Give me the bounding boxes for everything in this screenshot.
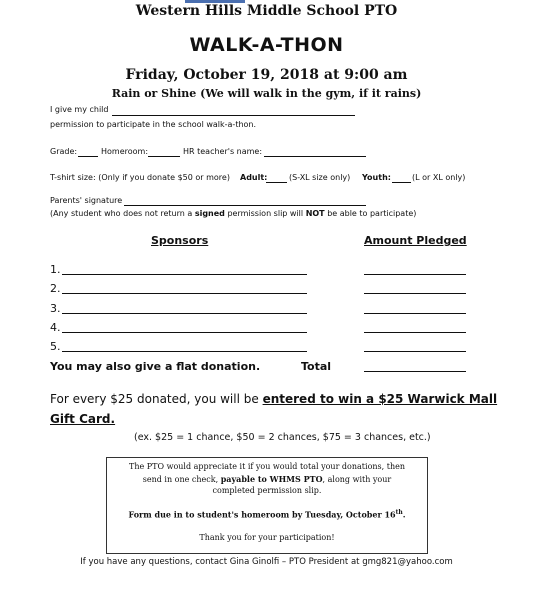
total-label: Total	[301, 360, 332, 373]
sponsors-header: Sponsors	[151, 234, 209, 247]
box-line-3: completed permission slip.	[212, 486, 322, 495]
teacher-label: HR teacher's name:	[183, 147, 263, 156]
sponsor-row-label-1: 1.	[50, 263, 61, 276]
thank-you: Thank you for your participation!	[199, 533, 335, 542]
page-title: WALK-A-THON	[189, 34, 344, 56]
teacher-line[interactable]	[264, 156, 366, 157]
youth-note: (L or XL only)	[412, 173, 466, 182]
amount-line-4[interactable]	[364, 332, 466, 333]
sponsor-row-label-4: 4.	[50, 321, 61, 334]
signature-label: Parents' signature	[50, 196, 123, 205]
notice-pre: (Any student who does not return a	[50, 209, 193, 218]
permission-text: permission to participate in the school walk-a-thon.	[50, 120, 257, 129]
sponsor-line-5[interactable]	[62, 351, 307, 352]
due-text: Form due in to student's homeroom by Tuesday, October 16	[128, 509, 396, 520]
tshirt-label: T-shirt size: (Only if you donate $50 or more)	[50, 173, 230, 182]
org-name: Western Hills Middle School PTO	[135, 3, 398, 19]
grade-label: Grade:	[50, 147, 78, 156]
total-line[interactable]	[364, 371, 466, 372]
sponsor-row-label-3: 3.	[50, 302, 61, 315]
sponsor-row-label-5: 5.	[50, 340, 61, 353]
notice-not: NOT	[305, 209, 325, 218]
notice-post: be able to participate)	[327, 209, 417, 218]
amount-line-5[interactable]	[364, 351, 466, 352]
homeroom-line[interactable]	[148, 156, 180, 157]
signature-line[interactable]	[124, 205, 366, 206]
adult-size-line[interactable]	[266, 182, 287, 183]
raffle-pre: For every $25 donated, you will be	[50, 392, 259, 406]
raffle-line-1	[50, 392, 497, 406]
box-payable: payable to WHMS PTO	[220, 474, 323, 484]
raffle-gift-card: Gift Card.	[50, 412, 116, 426]
flat-donation-text: You may also give a flat donation.	[50, 360, 261, 373]
sponsor-row-label-2: 2.	[50, 282, 61, 295]
homeroom-label: Homeroom:	[101, 147, 149, 156]
permission-child-label: I give my child	[50, 105, 109, 114]
box-line-1: The PTO would appreciate it if you would total your donations, then	[129, 462, 405, 471]
youth-label: Youth:	[362, 173, 391, 182]
sponsor-line-2[interactable]	[62, 293, 307, 294]
raffle-bold: entered to win a $25 Warwick Mall	[262, 392, 498, 406]
notice-mid: permission slip will	[227, 209, 304, 218]
raffle-example: (ex. $25 = 1 chance, $50 = 2 chances, $75 = 3 chances, etc.)	[134, 432, 431, 443]
contact-footer: If you have any questions, contact Gina Ginolfi – PTO President at gmg821@yahoo.com	[80, 557, 453, 567]
signed-notice	[50, 209, 416, 218]
amount-line-2[interactable]	[364, 293, 466, 294]
amount-line-3[interactable]	[364, 313, 466, 314]
youth-size-line[interactable]	[392, 182, 411, 183]
child-name-line[interactable]	[112, 115, 355, 116]
amount-line-1[interactable]	[364, 274, 466, 275]
due-date	[107, 509, 427, 520]
notice-signed: signed	[194, 209, 225, 218]
adult-note: (S-XL size only)	[289, 173, 351, 182]
due-end: .	[402, 509, 406, 520]
rain-note: Rain or Shine (We will walk in the gym, if it rains)	[111, 87, 422, 100]
sponsor-line-1[interactable]	[62, 274, 307, 275]
box-check-pre: send in one check,	[142, 475, 219, 484]
adult-label: Adult:	[240, 173, 268, 182]
amount-pledged-header: Amount Pledged	[364, 234, 467, 247]
sponsor-line-4[interactable]	[62, 332, 307, 333]
event-date: Friday, October 19, 2018 at 9:00 am	[125, 67, 408, 83]
box-check-post: , along with your	[322, 475, 392, 484]
sponsor-line-3[interactable]	[62, 313, 307, 314]
grade-line[interactable]	[78, 156, 98, 157]
box-line-2	[107, 474, 427, 484]
due-sup: th	[395, 509, 403, 516]
